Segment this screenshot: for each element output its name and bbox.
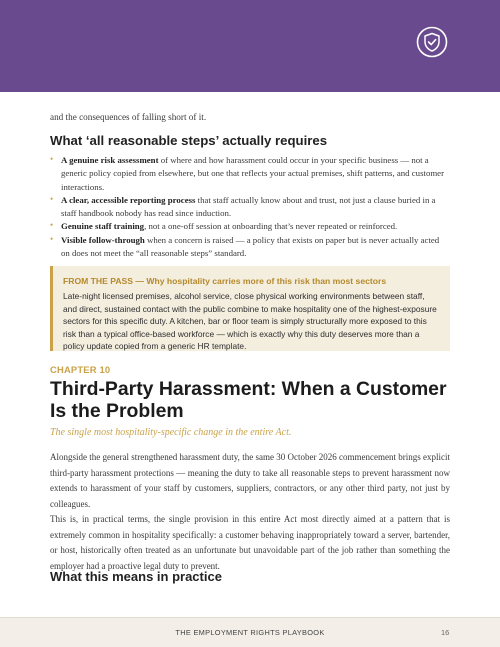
- footer-title: THE EMPLOYMENT RIGHTS PLAYBOOK: [175, 628, 325, 637]
- chapter-subtitle: The single most hospitality-specific change in the entire Act.: [50, 427, 292, 438]
- page-footer: [0, 617, 500, 647]
- body-paragraph: This is, in practical terms, the single provision in this entire Act most directly aimed at a pattern that is extremely common in hospitality specifically: a customer behaving inappropriately toward a server, bartender, or host, historically often treated as an unfortunate but unavoidable part of the job rather than something the employer had a proactive legal duty to prevent.: [50, 514, 450, 571]
- requirements-list: [50, 154, 450, 260]
- list-item-text: when a concern is raised — a policy that exists on paper but is never actually acted on does not meet the “all reasonable steps” standard.: [61, 234, 440, 259]
- list-item: [50, 220, 450, 233]
- chapter-label: CHAPTER 10: [50, 364, 111, 375]
- callout-body: Late-night licensed premises, alcohol service, close physical working environments between staff, and direct, sustained contact with the public combine to make hospitality one of the highest-exposure sectors for this specific duty. A kitchen, bar or floor team is simply structurally more exposed to this risk than a typical office-based workforce — which is exactly why this duty deserves more than a policy update copied from a generic HR template.: [63, 291, 437, 352]
- chapter-title: Third-Party Harassment: When a Customer Is the Problem: [50, 378, 447, 422]
- list-item: [50, 154, 450, 194]
- list-item: [50, 194, 450, 221]
- intro-line: and the consequences of falling short of it.: [50, 112, 207, 122]
- page-number: 16: [441, 628, 450, 637]
- section-heading-practice: What this means in practice: [50, 569, 222, 584]
- shield-check-icon: [416, 26, 448, 58]
- list-item: [50, 234, 450, 261]
- list-item-text: that staff actually know about and trust, not just a clause buried in a staff handbook nobody has read since induction.: [61, 194, 436, 219]
- list-item-text: , not a one-off session at onboarding that’s never repeated or reinforced.: [144, 221, 398, 232]
- list-item-lead: A clear, accessible reporting process: [61, 194, 196, 205]
- callout-box: [50, 266, 450, 351]
- section-heading-steps: What ‘all reasonable steps’ actually requires: [50, 133, 328, 148]
- body-paragraph: Alongside the general strengthened harassment duty, the same 30 October 2026 commencement brings explicit third-party harassment protections — meaning the duty to take all reasonable steps to prevent harassment now extends to harassment of your staff by customers, suppliers, contractors, or any other third party, not just by colleagues.: [50, 452, 450, 509]
- list-item-lead: Visible follow-through: [61, 234, 145, 245]
- header-band: [0, 0, 500, 92]
- callout-title: FROM THE PASS — Why hospitality carries more of this risk than most sectors: [63, 276, 387, 286]
- list-item-lead: A genuine risk assessment: [61, 155, 159, 165]
- list-item-text: of where and how harassment could occur in your specific business — not a generic policy copied from elsewhere, but one that reflects your actual premises, shift patterns, and customer interactions.: [61, 155, 445, 192]
- list-item-lead: Genuine staff training: [61, 221, 145, 232]
